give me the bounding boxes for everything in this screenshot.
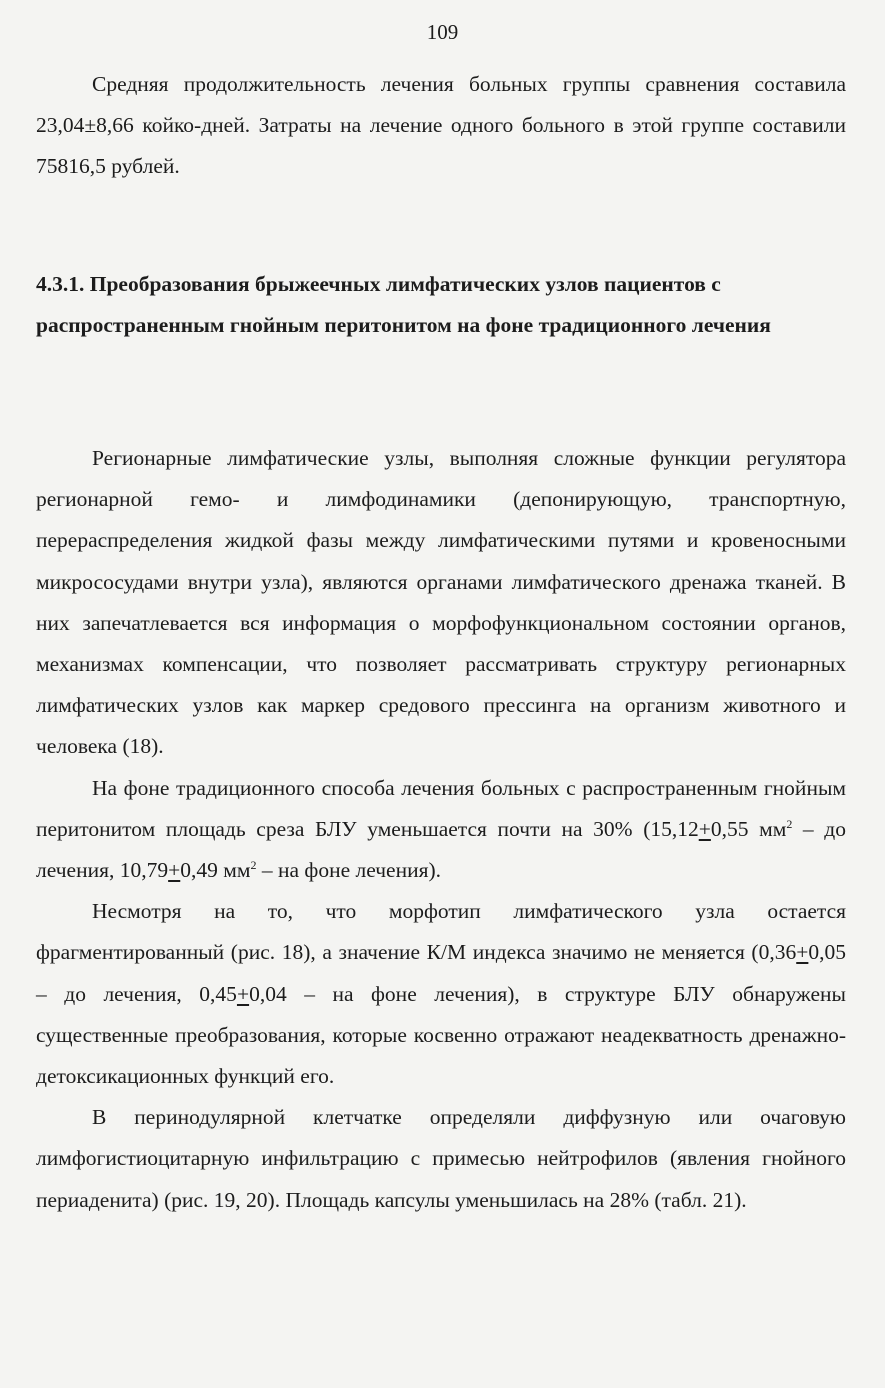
paragraph-2 (36, 768, 846, 892)
paragraph-2-text-5: – на фоне лечения). (256, 858, 442, 883)
intro-paragraph: Средняя продолжительность лечения больных группы сравнения составила 23,04±8,66 койко-дней. Затраты на лечение одного больного в этой группе составили 75816,5 рублей. (36, 72, 846, 179)
paragraph-3-text-2: 0,05 – до лечения, 0,45 (36, 940, 846, 1006)
paragraph-2-text-3: – до лечения, 10,79 (36, 816, 846, 883)
superscript: 2 (250, 857, 257, 872)
intro-block (36, 64, 846, 188)
body-text (36, 438, 846, 1221)
plus-minus-sign: + (698, 816, 711, 841)
page-number: 109 (426, 20, 459, 44)
superscript: 2 (786, 816, 793, 831)
paragraph-3-text-3: 0,04 – на фоне лечения), в структуре БЛУ обнаружены существенные преобразования, которые косвенно отражают неадекватность дренажно-детоксикационных функций его. (36, 981, 846, 1089)
paragraph-4: В перинодулярной клетчатке определяли диффузную или очаговую лимфогистиоцитарную инфильтрацию с примесью нейтрофилов (явления гнойного периаденита) (рис. 19, 20). Площадь капсулы уменьшилась на 28% (табл. 21). (36, 1105, 846, 1212)
plus-minus-sign: + (796, 940, 809, 965)
paragraph-2-text-4: 0,49 мм (180, 858, 251, 883)
section-heading: 4.3.1. Преобразования брыжеечных лимфатических узлов пациентов с распространенным гнойным перитонитом на фоне традиционного лечения (36, 272, 771, 338)
paragraph-1: Регионарные лимфатические узлы, выполняя сложные функции регулятора регионарной гемо- и лимфодинамики (депонирующую, транспортную, перераспределения жидкой фазы между лимфатическими путями и кровеносными микрососудами внутри узла), являются органами лимфатического дренажа тканей. В них запечатлевается вся информация о морфофункциональном состоянии органов, механизмах компенсации, что позволяет рассматривать структуру регионарных лимфатических узлов как маркер средового прессинга на организм животного и человека (18). (36, 446, 846, 759)
paragraph-3-text-1: Несмотря на то, что морфотип лимфатического узла остается фрагментированный (рис. 18), а значение К/М индекса значимо не меняется (0,36 (36, 899, 846, 965)
paragraph-2-text-1: На фоне традиционного способа лечения больных с распространенным гнойным перитонитом площадь среза БЛУ уменьшается почти на 30% (15,12 (36, 775, 846, 841)
paragraph-3 (36, 891, 846, 1097)
paragraph-2-text-2: 0,55 мм (710, 816, 787, 841)
plus-minus-sign: + (168, 858, 181, 883)
plus-minus-sign: + (236, 981, 250, 1006)
